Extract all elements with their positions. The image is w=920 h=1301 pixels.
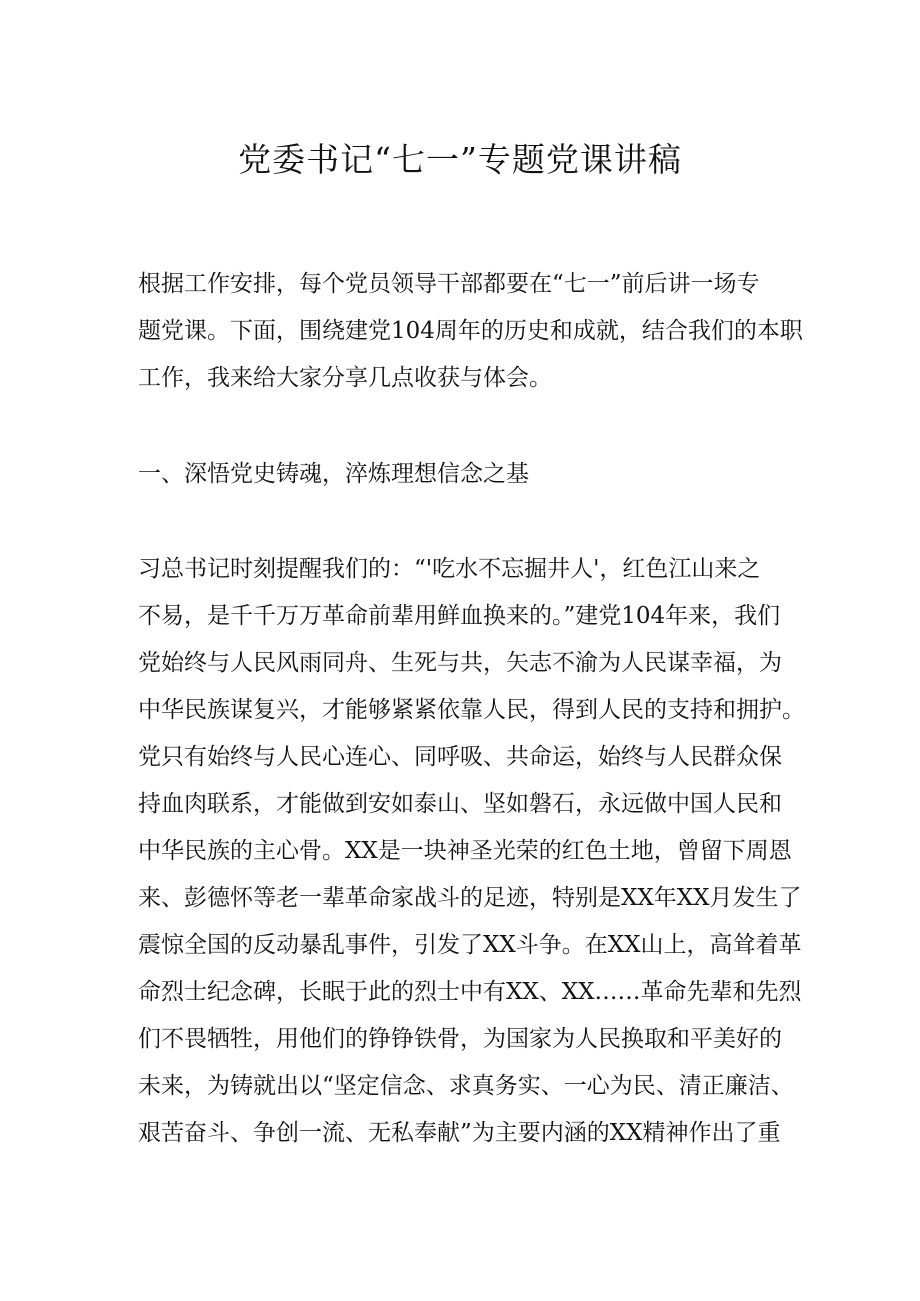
body-line-2: 不易，是千千万万革命前辈用鲜血换来的。”建党104年来，我们 [138, 603, 781, 629]
intro-line-2: 题党课。下面，围绕建党104周年的历史和成就，结合我们的本职 [138, 318, 803, 344]
document-title: 党委书记“七一”专题党课讲稿 [238, 140, 682, 179]
body-line-4: 中华民族谋复兴，才能够紧紧依靠人民，得到人民的支持和拥护。 [138, 697, 805, 723]
body-line-1: 习总书记时刻提醒我们的：“'吃水不忘掘井人'，红色江山来之 [138, 556, 761, 582]
body-line-10: 命烈士纪念碑，长眠于此的烈士中有XX、XX……革命先辈和先烈 [138, 979, 802, 1005]
body-line-13: 艰苦奋斗、争创一流、无私奉献”为主要内涵的XX精神作出了重 [138, 1120, 781, 1146]
intro-line-3: 工作，我来给大家分享几点收获与体会。 [138, 365, 552, 391]
intro-line-1: 根据工作安排，每个党员领导干部都要在“七一”前后讲一场专 [138, 271, 760, 297]
body-line-9: 震惊全国的反动暴乱事件，引发了XX斗争。在XX山上，高耸着革 [138, 932, 802, 958]
body-line-5: 党只有始终与人民心连心、同呼吸、共命运，始终与人民群众保 [138, 744, 782, 770]
section1-heading: 一、深悟党史铸魂，淬炼理想信念之基 [138, 461, 529, 487]
body-line-12: 未来，为铸就出以“坚定信念、求真务实、一心为民、清正廉洁、 [138, 1073, 794, 1099]
body-line-3: 党始终与人民风雨同舟、生死与共，矢志不渝为人民谋幸福，为 [138, 650, 782, 676]
body-line-11: 们不畏牺牲，用他们的铮铮铁骨，为国家为人民换取和平美好的 [138, 1026, 782, 1052]
body-line-7: 中华民族的主心骨。XX是一块神圣光荣的红色土地，曾留下周恩 [138, 838, 792, 864]
body-line-6: 持血肉联系，才能做到安如泰山、坚如磐石，永远做中国人民和 [138, 791, 782, 817]
body-line-8: 来、彭德怀等老一辈革命家战斗的足迹，特别是XX年XX月发生了 [138, 885, 802, 911]
